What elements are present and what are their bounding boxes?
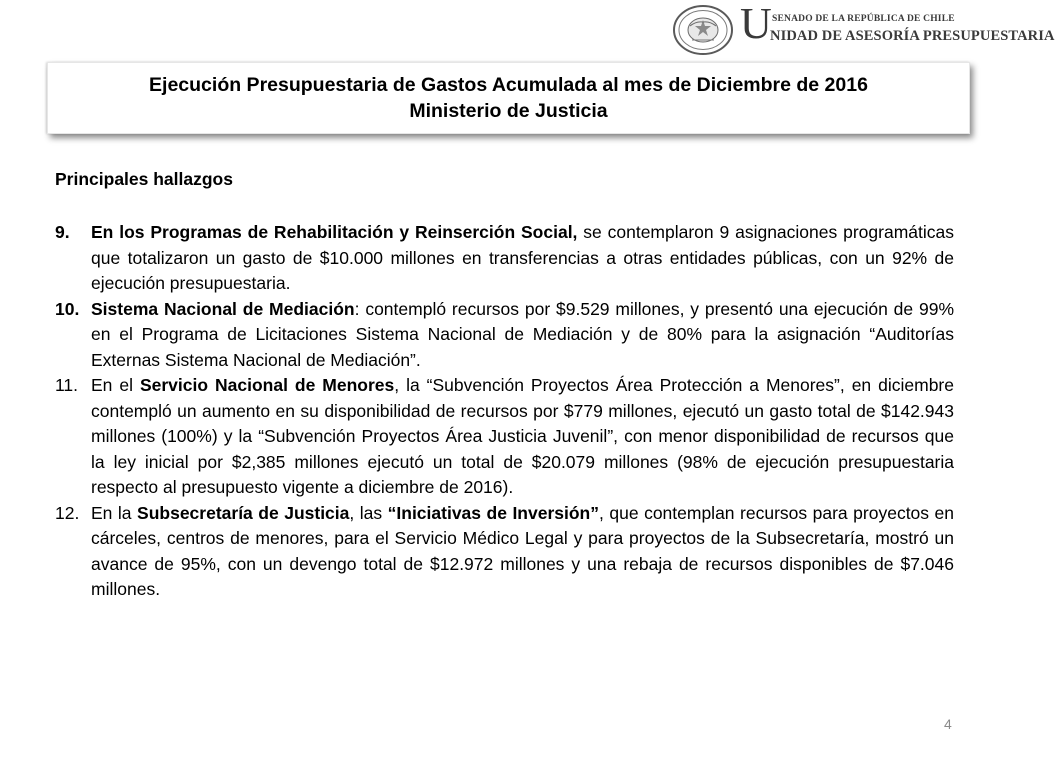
finding-text: , la “Subvención Proyectos Área Protección a Menores”, en diciembre contempló un aumento en su disponibilidad de recursos por $779 millones, ejecutó un gasto total de $142.943 millones (100%) y la “Subvención Proyectos Área Justicia Juvenil”, con menor disponibilidad de recursos que la ley inicial por $2,385 millones ejecutó un total de $20.079 millones (98% de ejecución presupuestaria respecto al presupuesto vigente a diciembre de 2016).	[91, 375, 954, 497]
unit-logo-text	[740, 0, 1055, 54]
finding-text: En la	[91, 502, 138, 523]
finding-text: , las	[349, 502, 388, 523]
page-subtitle: Ministerio de Justicia	[409, 100, 608, 122]
finding-number: 10.	[55, 298, 80, 319]
finding-number: 12.	[55, 502, 80, 523]
header-logo	[672, 0, 1055, 56]
finding-number: 9.	[55, 222, 70, 242]
finding-number: 11.	[55, 375, 79, 395]
finding-bold-text: Servicio Nacional de Menores	[139, 375, 395, 395]
findings-list	[55, 220, 954, 603]
finding-item	[55, 220, 954, 297]
finding-text: , que contemplan recursos para proyectos en cárceles, centros de menores, para el Servicio Médico Legal y para proyectos de la Subsecretaría, mostró un avance de 95%, con un devengo total de $12.972 millones y una rebaja de recursos disponibles de $7.046 millones.	[91, 502, 955, 599]
finding-item	[55, 373, 954, 501]
logo-senado-text: SENADO DE LA REPÚBLICA DE CHILE	[772, 14, 955, 24]
page-number: 4	[944, 716, 952, 732]
section-heading: Principales hallazgos	[55, 169, 233, 189]
finding-text: En el	[91, 375, 140, 395]
title-box	[47, 62, 970, 134]
logo-unit-text: NIDAD DE ASESORÍA PRESUPUESTARIA	[770, 28, 1055, 44]
page-title: Ejecución Presupuestaria de Gastos Acumulada al mes de Diciembre de 2016	[149, 74, 868, 96]
finding-text: : contempló recursos por $9.529 millones, y presentó una ejecución de 99% en el Programa de Licitaciones Sistema Nacional de Mediación y de 80% para la asignación “Auditorías Externas Sistema Nacional de Mediación”.	[91, 298, 955, 370]
finding-bold-text: Subsecretaría de Justicia	[137, 502, 350, 523]
finding-bold-text: Sistema Nacional de Mediación	[91, 298, 355, 319]
senate-seal-icon	[672, 4, 736, 56]
finding-item	[55, 297, 954, 374]
finding-item	[55, 501, 954, 603]
finding-text: se contemplaron 9 asignaciones programáticas que totalizaron un gasto de $10.000 millones en transferencias a otras entidades públicas, con un 92% de ejecución presupuestaria.	[91, 222, 954, 293]
finding-bold-text: “Iniciativas de Inversión”	[387, 502, 599, 523]
logo-initial: U	[740, 0, 772, 48]
finding-bold-text: En los Programas de Rehabilitación y Reinserción Social,	[91, 222, 578, 242]
